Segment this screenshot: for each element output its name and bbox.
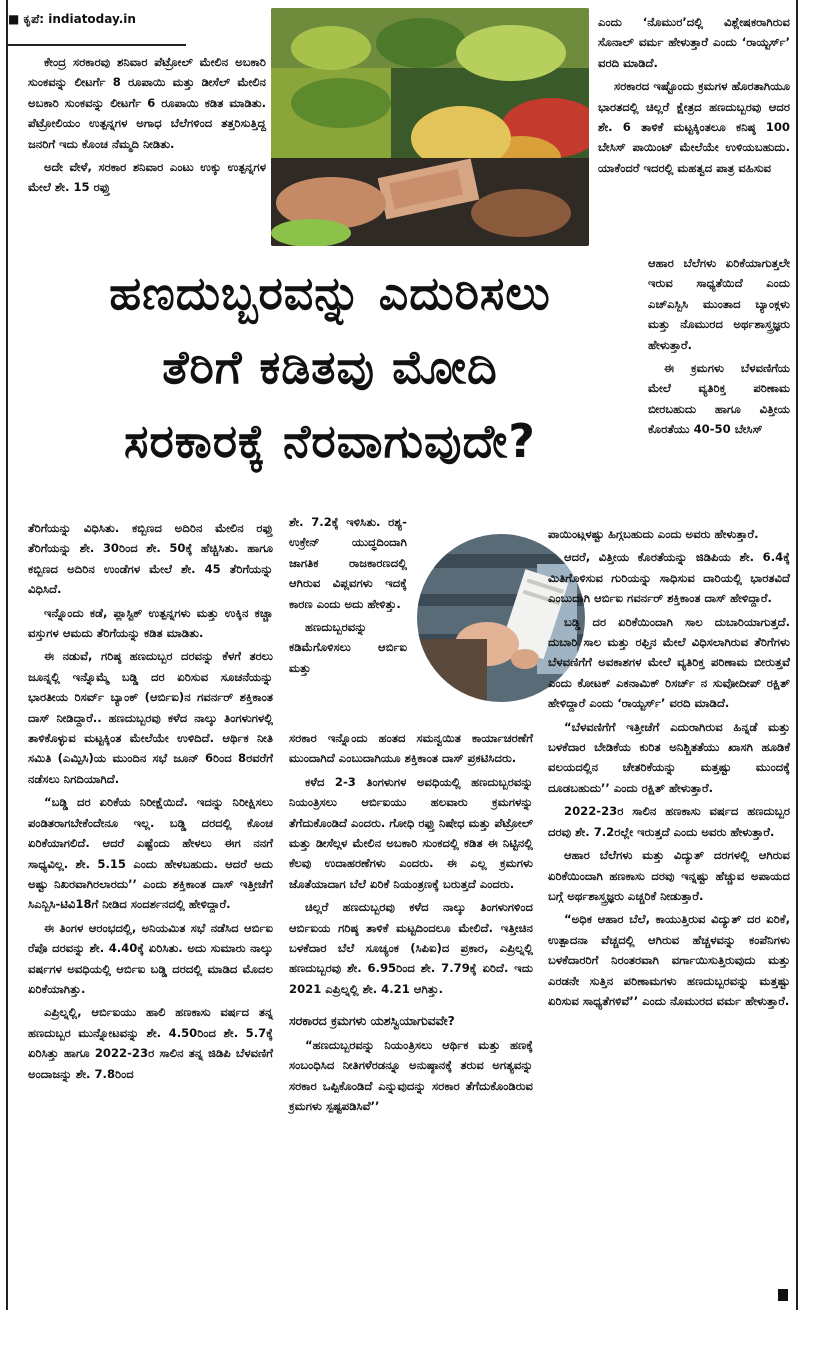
column-2-main <box>289 728 533 1119</box>
paragraph: ಆದರೆ, ವಿತ್ತೀಯ ಕೊರತೆಯನ್ನು ಜಿಡಿಪಿಯ ಶೇ. 6.4ಕ್ಕೆ ಮಿತಿಗೊಳಿಸುವ ಗುರಿಯನ್ನು ಸಾಧಿಸುವ ದಾರಿಯಲ್ಲಿ ಭಾರತವಿದೆ ಎಂಬುದಾಗಿ ಆರ್ಬಿಐ ಗವರ್ನರ್ ಶಕ್ತಿಕಾಂತ ದಾಸ್ ಹೇಳಿದ್ದಾರೆ. <box>548 550 790 606</box>
headline-line-3: ಸರಕಾರಕ್ಕೆ ನೆರವಾಗುವುದೇ? <box>124 414 536 468</box>
paragraph: ಚಿಲ್ಲರೆ ಹಣದುಬ್ಬರವು ಕಳೆದ ನಾಲ್ಕು ತಿಂಗಳುಗಳಿಂದ ಆರ್ಬಿಐಯ ಗರಿಷ್ಠ ತಾಳಿಕೆ ಮಟ್ಟದಿಂದಲೂ ಮೇಲಿದೆ. ಇತ್ತೀಚಿನ ಬಳಕೆದಾರ ಬೆಲೆ ಸೂಚ್ಯಂಕ (ಸಿಪಿಐ)ದ ಪ್ರಕಾರ, ಎಪ್ರಿಲ್ನಲ್ಲಿ ಹಣದುಬ್ಬರವು ಶೇ. 6.95ರಿಂದ ಶೇ. 7.79ಕ್ಕೆ ಏರಿದೆ. ಇದು 2021 ಎಪ್ರಿಲ್ನಲ್ಲಿ ಶೇ. 4.21 ಆಗಿತ್ತು. <box>289 900 533 996</box>
headline-line-1: ಹಣದುಬ್ಬರವನ್ನು ಎದುರಿಸಲು <box>109 266 551 320</box>
paragraph: ಈ ತಿಂಗಳ ಆರಂಭದಲ್ಲಿ, ಅನಿಯಮಿತ ಸಭೆ ನಡೆಸಿದ ಆರ್ಬಿಐ ರೆಪೊ ದರವನ್ನು ಶೇ. 4.40ಕ್ಕೆ ಏರಿಸಿತು. ಅದು ಸುಮಾರು ನಾಲ್ಕು ವರ್ಷಗಳ ಅವಧಿಯಲ್ಲಿ ಆರ್ಬಿಐ ಬಡ್ಡಿ ದರದಲ್ಲಿ ಮಾಡಿದ ಮೊದಲ ಏರಿಕೆಯಾಗಿತ್ತು. <box>28 920 273 996</box>
paragraph: ಶೇ. 7.2ಕ್ಕೆ ಇಳಿಸಿತು. ರಶ್ಯ-ಉಕ್ರೇನ್ ಯುದ್ಧದಿಂದಾಗಿ ಜಾಗತಿಕ ರಾಜಕಾರಣದಲ್ಲಿ ಆಗಿರುವ ವಿಪ್ಲವಗಳು ಇದಕ್ಕೆ ಕಾರಣ ಎಂದು ಅದು ಹೇಳಿತ್ತು. <box>289 515 407 611</box>
column-3-top <box>598 12 790 181</box>
source-underline <box>8 44 186 46</box>
paragraph: ಕಳೆದ 2-3 ತಿಂಗಳುಗಳ ಅವಧಿಯಲ್ಲಿ ಹಣದುಬ್ಬರವನ್ನು ನಿಯಂತ್ರಿಸಲು ಆರ್ಬಿಐಯು ಹಲವಾರು ಕ್ರಮಗಳನ್ನು ತೆಗೆದುಕೊಂಡಿದೆ ಎಂದರು. ಗೋಧಿ ರಫ್ತು ನಿಷೇಧ ಮತ್ತು ಪೆಟ್ರೋಲ್ ಮತ್ತು ಡೀಸೆಲ್ಗಳ ಮೇಲಿನ ಅಬಕಾರಿ ಸುಂಕದಲ್ಲಿ ಕಡಿತ ಈ ನಿಟ್ಟಿನಲ್ಲಿ ಕೆಲವು ಉದಾಹರಣೆಗಳು ಎಂದರು. ಈ ಎಲ್ಲ ಕ್ರಮಗಳು ಜೊತೆಯಾದಾಗ ಬೆಲೆ ಏರಿಕೆ ನಿಯಂತ್ರಣಕ್ಕೆ ಬರುತ್ತದೆ ಎಂದರು. <box>289 774 533 891</box>
paragraph: ಸರಕಾರದ ಇಷ್ಟೊಂದು ಕ್ರಮಗಳ ಹೊರತಾಗಿಯೂ ಭಾರತದಲ್ಲಿ ಚಿಲ್ಲರೆ ಕ್ಷೇತ್ರದ ಹಣದುಬ್ಬರವು ಆದರ ಶೇ. 6 ತಾಳಿಕೆ ಮಟ್ಟಕ್ಕಿಂತಲೂ ಕನಿಷ್ಠ 100 ಬೇಸಿಸ್ ಪಾಯಿಂಟ್ ಮೇಲೆಯೇ ಉಳಿಯಬಹುದು. ಯಾಕೆಂದರೆ ಇದರಲ್ಲಿ ಮಹತ್ವದ ಪಾತ್ರ ವಹಿಸುವ <box>598 79 790 175</box>
paragraph: ಕೇಂದ್ರ ಸರಕಾರವು ಶನಿವಾರ ಪೆಟ್ರೋಲ್ ಮೇಲಿನ ಅಬಕಾರಿ ಸುಂಕವನ್ನು ಲೀಟರ್ಗೆ 8 ರೂಪಾಯಿ ಮತ್ತು ಡೀಸೆಲ್ ಮೇಲಿನ ಅಬಕಾರಿ ಸುಂಕವನ್ನು ಲೀಟರ್ಗೆ 6 ರೂಪಾಯಿ ಕಡಿತ ಮಾಡಿತು. ಪೆಟ್ರೋಲಿಯಂ ಉತ್ಪನ್ನಗಳ ಅಗಾಧ ಬೆಲೆಗಳಿಂದ ತತ್ತರಿಸುತ್ತಿದ್ದ ಜನರಿಗೆ ಇದು ಕೊಂಚ ನೆಮ್ಮದಿ ನೀಡಿತು. <box>28 55 266 151</box>
column-1-bottom <box>28 518 273 1087</box>
subheading: ಸರಕಾರದ ಕ್ರಮಗಳು ಯಶಸ್ವಿಯಾಗುವವೇ? <box>289 1013 455 1029</box>
paragraph: ಎಂದು ‘ನೊಮುರ’ದಲ್ಲಿ ವಿಶ್ಲೇಷಕರಾಗಿರುವ ಸೊನಾಲ್ ವರ್ಮ ಹೇಳುತ್ತಾರೆ ಎಂದು ‘ರಾಯ್ಟರ್ಸ್’ ವರದಿ ಮಾಡಿದೆ. <box>598 15 790 70</box>
paragraph: “ಹಣದುಬ್ಬರವನ್ನು ನಿಯಂತ್ರಿಸಲು ಆರ್ಥಿಕ ಮತ್ತು ಹಣಕ್ಕೆ ಸಂಬಂಧಿಸಿದ ನೀತಿಗಳೆರಡನ್ನೂ ಅನುಷ್ಠಾನಕ್ಕೆ ತರುವ ಅಗತ್ಯವನ್ನು ಸರಕಾರ ಒಪ್ಪಿಕೊಂಡಿದೆ ಎನ್ನುವುದನ್ನು ಸರಕಾರ ತೆಗೆದುಕೊಂಡಿರುವ ಕ್ರಮಗಳು ಸ್ಪಷ್ಟಪಡಿಸಿವೆ’’ <box>289 1037 533 1113</box>
paragraph: 2022-23ರ ಸಾಲಿನ ಹಣಕಾಸು ವರ್ಷದ ಹಣದುಬ್ಬರ ದರವು ಶೇ. 7.2ರಲ್ಲೇ ಇರುತ್ತದೆ ಎಂದು ಅವರು ಹೇಳುತ್ತಾರೆ. <box>548 804 790 839</box>
paragraph: ಹಣದುಬ್ಬರವನ್ನು ಕಡಿಮೆಗೊಳಿಸಲು ಆರ್ಬಿಐ ಮತ್ತು <box>289 620 407 675</box>
paragraph: ತೆರಿಗೆಯನ್ನು ವಿಧಿಸಿತು. ಕಬ್ಬಿಣದ ಅದಿರಿನ ಮೇಲಿನ ರಫ್ತು ತೆರಿಗೆಯನ್ನು ಶೇ. 30ರಿಂದ ಶೇ. 50ಕ್ಕೆ ಹೆಚ್ಚಿಸಿತು. ಹಾಗೂ ಕಬ್ಬಿಣದ ಅದಿರಿನ ಉಂಡೆಗಳ ಮೇಲೆ ಶೇ. 45 ತೆರಿಗೆಯನ್ನು ವಿಧಿಸಿದೆ. <box>28 521 273 597</box>
paragraph: “ಬಡ್ಡಿ ದರ ಏರಿಕೆಯ ನಿರೀಕ್ಷೆಯಿದೆ. ಇದನ್ನು ನಿರೀಕ್ಷಿಸಲು ಪಂಡಿತರಾಗಬೇಕೆಂದೇನೂ ಇಲ್ಲ. ಬಡ್ಡಿ ದರದಲ್ಲಿ ಕೊಂಚ ಏರಿಕೆಯಾಗಲಿದೆ. ಆದರೆ ಎಷ್ಟೆಂದು ಹೇಳಲು ಈಗ ನನಗೆ ಸಾಧ್ಯವಿಲ್ಲ. ಶೇ. 5.15 ಎಂದು ಹೇಳಬಹುದು. ಆದರೆ ಅದು ಅಷ್ಟು ನಿಖರವಾಗಿರಲಾರದು’’ ಎಂದು ಶಕ್ತಿಕಾಂತ ದಾಸ್ ಇತ್ತೀಚೆಗೆ ಸಿಎನ್ಬಿಸಿ-ಟಿವಿ18ಗೆ ನೀಡಿದ ಸಂದರ್ಶನದಲ್ಲಿ ಹೇಳಿದ್ದಾರೆ. <box>28 795 273 912</box>
column-3-bottom <box>548 524 790 1014</box>
column-2-narrow <box>289 512 407 681</box>
paragraph: ಆಹಾರ ಬೆಲೆಗಳು ಮತ್ತು ವಿದ್ಯುತ್ ದರಗಳಲ್ಲಿ ಆಗಿರುವ ಏರಿಕೆಯಿಂದಾಗಿ ಹಣಕಾಸು ದರವು ಇನ್ನಷ್ಟು ಹೆಚ್ಚುವ ಅಪಾಯದ ಬಗ್ಗೆ ಅರ್ಥಶಾಸ್ತ್ರಜ್ಞರು ಎಚ್ಚರಿಕೆ ನೀಡುತ್ತಾರೆ. <box>548 848 790 903</box>
paragraph: ಆಹಾರ ಬೆಲೆಗಳು ಏರಿಕೆಯಾಗುತ್ತಲೇ ಇರುವ ಸಾಧ್ಯತೆಯಿದೆ ಎಂದು ಎಚ್ಎಸ್ಬಿಸಿ ಮುಂತಾದ ಬ್ಯಾಂಕ್ಗಳು ಮತ್ತು ನೊಮುರದ ಅರ್ಥಶಾಸ್ತ್ರಜ್ಞರು ಹೇಳುತ್ತಾರೆ. <box>648 256 790 352</box>
right-column-rule <box>796 0 798 1310</box>
left-column-rule <box>6 0 8 1310</box>
paragraph: ಸರಕಾರ ಇನ್ನೊಂದು ಹಂತದ ಸಮನ್ವಯಿತ ಕಾರ್ಯಾಚರಣೆಗೆ ಮುಂದಾಗಿದೆ ಎಂಬುದಾಗಿಯೂ ಶಕ್ತಿಕಾಂತ ದಾಸ್ ಪ್ರಕಟಿಸಿದರು. <box>289 731 533 766</box>
paragraph: ಈ ನಡುವೆ, ಗರಿಷ್ಠ ಹಣದುಬ್ಬರ ದರವನ್ನು ಕೆಳಗೆ ತರಲು ಜೂನ್ನಲ್ಲಿ ಇನ್ನೊಮ್ಮೆ ಬಡ್ಡಿ ದರ ಏರಿಸುವ ಸೂಚನೆಯನ್ನು ಭಾರತೀಯ ರಿಸರ್ವ್ ಬ್ಯಾಂಕ್ (ಆರ್ಬಿಐ)ನ ಗವರ್ನರ್ ಶಕ್ತಿಕಾಂತ ದಾಸ್ ನೀಡಿದ್ದಾರೆ.. ಹಣದುಬ್ಬರವು ಕಳೆದ ನಾಲ್ಕು ತಿಂಗಳುಗಳಲ್ಲಿ ತಾಳಿಕೊಳ್ಳುವ ಮಟ್ಟಕ್ಕಿಂತ ಮೇಲೆಯೇ ಉಳಿದಿದೆ. ಆರ್ಥಿಕ ನೀತಿ ಸಮಿತಿ (ಎಮ್ಪಿಸಿ)ಯ ಮುಂದಿನ ಸಭೆ ಜೂನ್ 6ರಿಂದ 8ರವರೆಗೆ ನಡೆಸಲು ನಿಗದಿಯಾಗಿದೆ. <box>28 649 273 786</box>
paragraph: ಎಪ್ರಿಲ್ನಲ್ಲಿ, ಆರ್ಬಿಐಯು ಹಾಲಿ ಹಣಕಾಸು ವರ್ಷದ ತನ್ನ ಹಣದುಬ್ಬರ ಮುನ್ನೋಟವನ್ನು ಶೇ. 4.50ರಿಂದ ಶೇ. 5.7ಕ್ಕೆ ಏರಿಸಿತ್ತು ಹಾಗೂ 2022-23ರ ಸಾಲಿನ ತನ್ನ ಜಿಡಿಪಿ ಬೆಳವಣಿಗೆ ಅಂದಾಜನ್ನು ಶೇ. 7.8ರಿಂದ <box>28 1005 273 1081</box>
end-of-article-mark <box>778 1289 788 1301</box>
headline-line-2: ತೆರಿಗೆ ಕಡಿತವು ಮೋದಿ <box>162 340 498 394</box>
paragraph: ಬಡ್ಡಿ ದರ ಏರಿಕೆಯಿಂದಾಗಿ ಸಾಲ ದುಬಾರಿಯಾಗುತ್ತದೆ. ದುಬಾರಿ ಸಾಲ ಮತ್ತು ರಫ್ತಿನ ಮೇಲೆ ವಿಧಿಸಲಾಗಿರುವ ತೆರಿಗೆಗಳು ಬೆಳವಣಿಗೆಗೆ ಅವಕಾಶಗಳ ಮೇಲೆ ವ್ಯತಿರಿಕ್ತ ಪರಿಣಾಮ ಬೀರುತ್ತವೆ ಎಂದು ಕೋಟಕ್ ಎಕನಾಮಿಕ್ ರಿಸರ್ಚ್ ನ ಸುವೋದೀಪ್ ರಕ್ಷಿತ್ ಹೇಳಿದ್ದಾರೆ ಎಂದು ‘ರಾಯ್ಟರ್ಸ್’ ವರದಿ ಮಾಡಿದೆ. <box>548 614 790 711</box>
paragraph: “ಅಧಿಕ ಆಹಾರ ಬೆಲೆ, ಕಾಯುತ್ತಿರುವ ವಿದ್ಯುತ್ ದರ ಏರಿಕೆ, ಉತ್ಪಾದನಾ ವೆಚ್ಚದಲ್ಲಿ ಆಗಿರುವ ಹೆಚ್ಚಳವನ್ನು ಕಂಪೆನಿಗಳು ಬಳಕೆದಾರರಿಗೆ ನಿರಂತರವಾಗಿ ವರ್ಗಾಯಿಸುತ್ತಿರುವುದು ಮತ್ತು ಎರಡನೇ ಸುತ್ತಿನ ಪರಿಣಾಮಗಳು ಹಣದುಬ್ಬರವನ್ನು ಮತ್ತಷ್ಟು ಏರಿಸುವ ಸಾಧ್ಯತೆಗಳಿವೆ’’ ಎಂದು ನೊಮುರದ ವರ್ಮ ಹೇಳುತ್ತಾರೆ. <box>548 912 790 1008</box>
source-credit: ■ ಕೃಪೆ: indiatoday.in <box>8 12 136 26</box>
paragraph: ಪಾಯಿಂಟ್ಗಳಷ್ಟು ಹಿಗ್ಗಬಹುದು ಎಂದು ಅವರು ಹೇಳುತ್ತಾರೆ. <box>548 527 759 541</box>
column-3-mid <box>648 253 790 443</box>
paragraph: ಇನ್ನೊಂದು ಕಡೆ, ಪ್ಲಾಸ್ಟಿಕ್ ಉತ್ಪನ್ನಗಳು ಮತ್ತು ಉಕ್ಕಿನ ಕಚ್ಚಾ ವಸ್ತುಗಳ ಆಮದು ತೆರಿಗೆಯನ್ನು ಕಡಿತ ಮಾಡಿತು. <box>28 605 273 641</box>
column-1-top <box>28 52 266 201</box>
paragraph: “ಬೆಳವಣಿಗೆಗೆ ಇತ್ತೀಚೆಗೆ ಎದುರಾಗಿರುವ ಹಿನ್ನಡೆ ಮತ್ತು ಬಳಕೆದಾರ ಬೇಡಿಕೆಯ ಕುರಿತ ಅನಿಶ್ಚಿತತೆಯು ಖಾಸಗಿ ಹೂಡಿಕೆ ವಲಯದಲ್ಲಿನ ಚೇತರಿಕೆಯನ್ನು ಮತ್ತಷ್ಟು ಮುಂದಕ್ಕೆ ದೂಡಬಹುದು’’ ಎಂದು ರಕ್ಷಿತ್ ಹೇಳುತ್ತಾರೆ. <box>548 719 790 795</box>
paragraph: ಅದೇ ವೇಳೆ, ಸರಕಾರ ಶನಿವಾರ ಎಂಟು ಉಕ್ಕು ಉತ್ಪನ್ನಗಳ ಮೇಲೆ ಶೇ. 15 ರಫ್ತು <box>28 160 266 195</box>
vegetable-market-photo <box>271 8 589 246</box>
headline <box>20 256 640 478</box>
paragraph: ಈ ಕ್ರಮಗಳು ಬೆಳವಣಿಗೆಯ ಮೇಲೆ ವ್ಯತಿರಿಕ್ತ ಪರಿಣಾಮ ಬೀರಬಹುದು ಹಾಗೂ ವಿತ್ತೀಯ ಕೊರತೆಯು 40-50 ಬೇಸಿಸ್ <box>648 361 790 437</box>
